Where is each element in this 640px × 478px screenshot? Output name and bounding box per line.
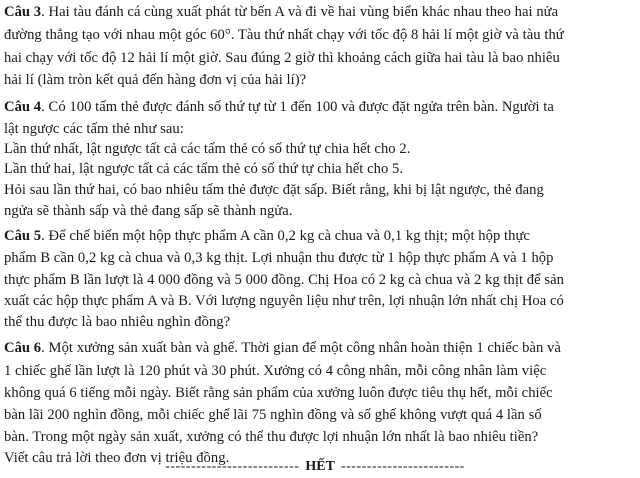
question-4-line-1: [4, 97, 554, 118]
question-5-line-2: phẩm B cần 0,2 kg cà chua và 0,3 kg thịt. Lợi nhuận thu được từ 1 hộp thực phẩm A và 1 hộp: [4, 250, 554, 266]
question-5-line-1: [4, 226, 530, 247]
end-dashes-right: ------------------------: [340, 459, 465, 474]
question-5-label: Câu 5: [4, 228, 42, 244]
end-dashes-left: --------------------------: [165, 459, 300, 474]
question-5-line-4: xuất các hộp thực phẩm A và B. Với lượng nguyên liệu như trên, lợi nhuận lớn nhất chị Hoa có: [4, 293, 564, 309]
question-6-line-5: bàn. Trong một ngày sản xuất, xưởng có thể thu được lợi nhuận lớn nhất là bao nhiêu tiền?: [4, 429, 539, 445]
question-4-text-1: . Có 100 tấm thẻ được đánh số thứ tự từ 1 đến 100 và được đặt ngửa trên bàn. Người ta: [41, 99, 554, 115]
question-6-line-2: 1 chiếc ghế lần lượt là 120 phút và 30 phút. Xưởng có 4 công nhân, mỗi công nhân làm việc: [4, 363, 547, 379]
question-4-label: Câu 4: [4, 99, 42, 115]
question-5-line-3: thực phẩm B lần lượt là 4 000 đồng và 5 000 đồng. Chị Hoa có 2 kg cà chua và 2 kg thịt để sản: [4, 272, 564, 288]
end-marker: [0, 458, 630, 476]
question-4-line-5: Hỏi sau lần thứ hai, có bao nhiêu tấm thẻ được đặt sấp. Biết rằng, khi bị lật ngược, thẻ đang: [4, 182, 544, 198]
question-3-line-1: [4, 2, 558, 23]
question-5-line-5: thể thu được là bao nhiêu nghìn đồng?: [4, 314, 231, 330]
question-3-label: Câu 3: [4, 4, 42, 20]
question-6-line-6: Viết câu trả lời theo đơn vị triệu đồng.: [4, 450, 230, 466]
question-3-line-4: hải lí (làm tròn kết quả đến hàng đơn vị của hải lí)?: [4, 72, 307, 88]
question-6-label: Câu 6: [4, 340, 42, 356]
question-3-line-2: đường thẳng tạo với nhau một góc 60°. Tàu thứ nhất chạy với tốc độ 8 hải lí một giờ và tàu thứ: [4, 27, 564, 43]
question-6-line-1: [4, 338, 561, 359]
question-4-line-3: Lần thứ nhất, lật ngược tất cả các tấm thẻ có số thứ tự chia hết cho 2.: [4, 141, 411, 157]
end-word: HẾT: [305, 459, 335, 474]
question-6-line-4: bàn lãi 200 nghìn đồng, mỗi chiếc ghế lãi 75 nghìn đồng và số ghế không vượt quá 4 lần số: [4, 407, 542, 423]
question-4-line-4: Lần thứ hai, lật ngược tất cả các tấm thẻ có số thứ tự chia hết cho 5.: [4, 161, 404, 177]
question-4-line-2: lật ngược các tấm thẻ như sau:: [4, 121, 184, 137]
question-6-text-1: . Một xưởng sản xuất bàn và ghế. Thời gian để một công nhân hoàn thiện 1 chiếc bàn và: [41, 340, 561, 356]
question-3-text-1: . Hai tàu đánh cá cùng xuất phát từ bến A và đi về hai vùng biển khác nhau theo hai nửa: [41, 4, 559, 20]
question-6-line-3: không quá 6 tiếng mỗi ngày. Biết rằng sản phẩm của xưởng luôn được tiêu thụ hết, mỗi chiếc: [4, 385, 553, 401]
question-5-text-1: . Để chế biến một hộp thực phẩm A cần 0,2 kg cà chua và 0,1 kg thịt; một hộp thực: [41, 228, 530, 244]
question-3-line-3: hai chạy với tốc độ 12 hải lí một giờ. Sau đúng 2 giờ thì khoảng cách giữa hai tàu là bao nhiêu: [4, 50, 560, 66]
question-4-line-6: ngửa sẽ thành sấp và thẻ đang sấp sẽ thành ngửa.: [4, 203, 293, 219]
